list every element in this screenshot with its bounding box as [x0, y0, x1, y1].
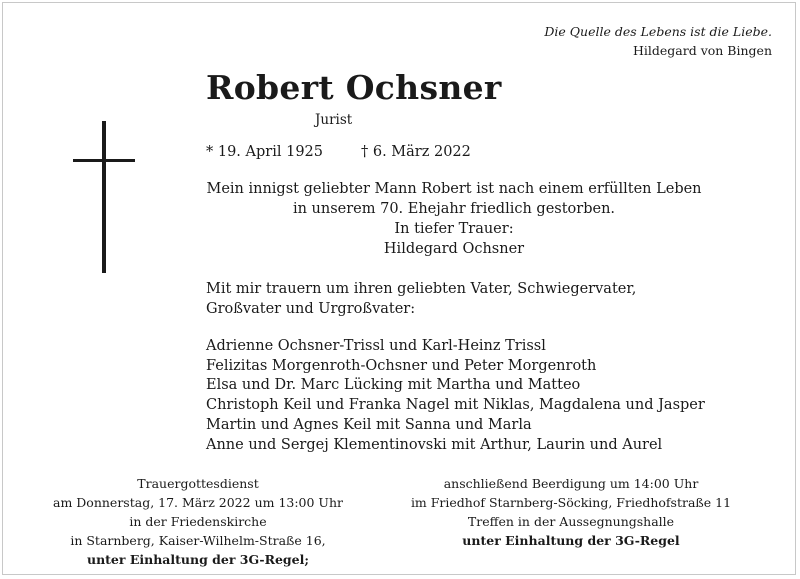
service-rule-note: unter Einhaltung der 3G-Regel; [86, 552, 309, 567]
message-line: In tiefer Trauer: [394, 221, 514, 237]
deceased-profession: Jurist [315, 112, 353, 128]
message-line: in unserem 70. Ehejahr friedlich gestorben. [292, 201, 616, 217]
burial-line: anschließend Beerdigung um 14:00 Uhr [443, 476, 699, 491]
life-dates [206, 142, 471, 162]
quote-text: Die Quelle des Lebens ist die Liebe. [544, 24, 772, 39]
mourner-entry: Christoph Keil und Franka Nagel mit Niklas, Magdalena und Jasper [206, 397, 705, 414]
birth-date: * 19. April 1925 [206, 144, 323, 160]
burial-info [401, 474, 741, 550]
mourner-entry: Anne und Sergej Klementinovski mit Arthur, Laurin und Aurel [206, 436, 663, 453]
burial-line: im Friedhof Starnberg-Söcking, Friedhofstraße 11 [410, 495, 732, 510]
funeral-service-info [33, 474, 363, 569]
mourners-intro [206, 279, 726, 319]
service-line: Trauergottesdienst [137, 476, 259, 491]
service-line: am Donnerstag, 17. März 2022 um 13:00 Uhr [53, 495, 343, 510]
intro-line: Großvater und Urgroßvater: [206, 301, 416, 317]
cross-icon [73, 121, 135, 273]
death-date: † 6. März 2022 [361, 144, 471, 160]
mourners-list [206, 337, 746, 455]
cross-vertical-beam [102, 121, 106, 273]
service-line: in Starnberg, Kaiser-Wilhelm-Straße 16, [70, 533, 326, 548]
message-line: Mein innigst geliebter Mann Robert ist nach einem erfüllten Leben [206, 181, 702, 197]
mourner-entry: Adrienne Ochsner-Trissl und Karl-Heinz Trissl [206, 338, 546, 354]
burial-line: Treffen in der Aussegnungshalle [467, 514, 675, 529]
epigraph [392, 22, 772, 60]
announcement-message [206, 179, 702, 259]
mourner-entry: Elsa und Dr. Marc Lücking mit Martha und Matteo [206, 377, 581, 394]
deceased-name: Robert Ochsner [206, 68, 502, 107]
quote-author: Hildegard von Bingen [633, 43, 772, 58]
intro-line: Mit mir trauern um ihren geliebten Vater, Schwiegervater, [206, 281, 637, 297]
cross-horizontal-beam [73, 159, 135, 162]
message-signature: Hildegard Ochsner [383, 241, 525, 257]
mourner-entry: Felizitas Morgenroth-Ochsner und Peter Morgenroth [206, 357, 597, 374]
service-line: in der Friedenskirche [129, 514, 267, 529]
mourner-entry: Martin und Agnes Keil mit Sanna und Marla [206, 416, 532, 433]
burial-rule-note: unter Einhaltung der 3G-Regel [462, 533, 680, 548]
